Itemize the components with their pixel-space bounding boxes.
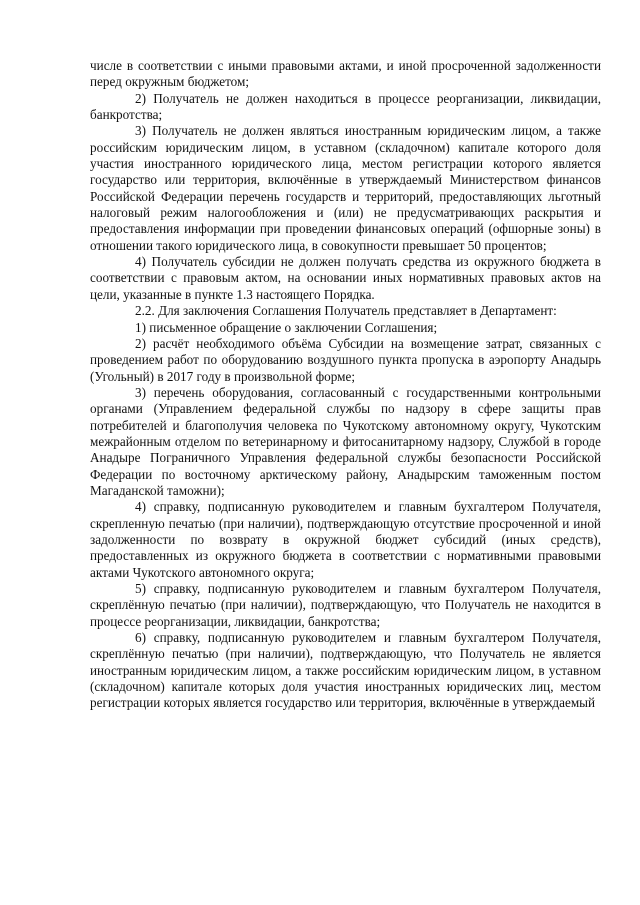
paragraph-continuation: числе в соответствии с иными правовыми актами, и иной просроченной задолженности перед окружным бюджетом; bbox=[90, 58, 601, 90]
paragraph-section-2-2: 2.2. Для заключения Соглашения Получатель представляет в Департамент: bbox=[135, 303, 557, 319]
paragraph-doc-4: 4) справку, подписанную руководителем и главным бухгалтером Получателя, скрепленную печатью (при наличии), подтверждающую отсутствие просроченной и иной задолженности по возврату в окружной бюджет субсидий (иных средств), предоставленных из окружного бюджета в соответствии с нормативными правовыми актами Чукотского автономного округа; bbox=[90, 499, 601, 580]
paragraph-item-3: 3) Получатель не должен являться иностранным юридическим лицом, а также российским юридическим лицом, в уставном (складочном) капитале которого доля участия иностранного юридического лица, местом регистрации которого является государство или территория, включённые в утверждаемый Министерством финансов Российской Федерации перечень государств и территорий, предоставляющих льготный налоговый режим налогообложения и (или) не предусматривающих раскрытия и предоставления информации при проведении финансовых операций (офшорные зоны) в отношении такого юридического лица, в совокупности превышает 50 процентов; bbox=[90, 123, 601, 253]
paragraph-doc-3: 3) перечень оборудования, согласованный с государственными контрольными органами (Управлением федеральной службы по надзору в сфере защиты прав потребителей и благополучия человека по Чукотскому автономному округу, Чукотским межрайонным отделом по ветеринарному и фитосанитарному надзору, Службой в городе Анадыре Пограничного Управления федеральной службы безопасности Российской Федерации по восточному арктическому району, Анадырским таможенным постом Магаданской таможни); bbox=[90, 384, 601, 498]
paragraph-item-4: 4) Получатель субсидии не должен получать средства из окружного бюджета в соответствии с правовым актом, на основании иных нормативных правовых актов на цели, указанные в пункте 1.3 настоящего Порядка. bbox=[90, 254, 601, 302]
paragraph-doc-1: 1) письменное обращение о заключении Соглашения; bbox=[135, 319, 438, 335]
paragraph-doc-5: 5) справку, подписанную руководителем и главным бухгалтером Получателя, скреплённую печатью (при наличии), подтверждающую, что Получатель не находится в процессе реорганизации, ликвидации, банкротства; bbox=[90, 581, 601, 629]
document-page bbox=[90, 58, 601, 712]
paragraph-item-2: 2) Получатель не должен находиться в процессе реорганизации, ликвидации, банкротства; bbox=[90, 90, 601, 123]
paragraph-doc-2: 2) расчёт необходимого объёма Субсидии на возмещение затрат, связанных с проведением работ по оборудованию воздушного пункта пропуска в аэропорту Анадырь (Угольный) в 2017 году в произвольной форме; bbox=[90, 335, 601, 384]
paragraph-doc-6: 6) справку, подписанную руководителем и главным бухгалтером Получателя, скреплённую печатью (при наличии), подтверждающую, что Получатель не является иностранным юридическим лицом, а также российским юридическим лицом, в уставном (складочном) капитале которых доля участия иностранных юридических лиц, местом регистрации которых является государство или территория, включённые в утверждаемый bbox=[90, 630, 601, 711]
